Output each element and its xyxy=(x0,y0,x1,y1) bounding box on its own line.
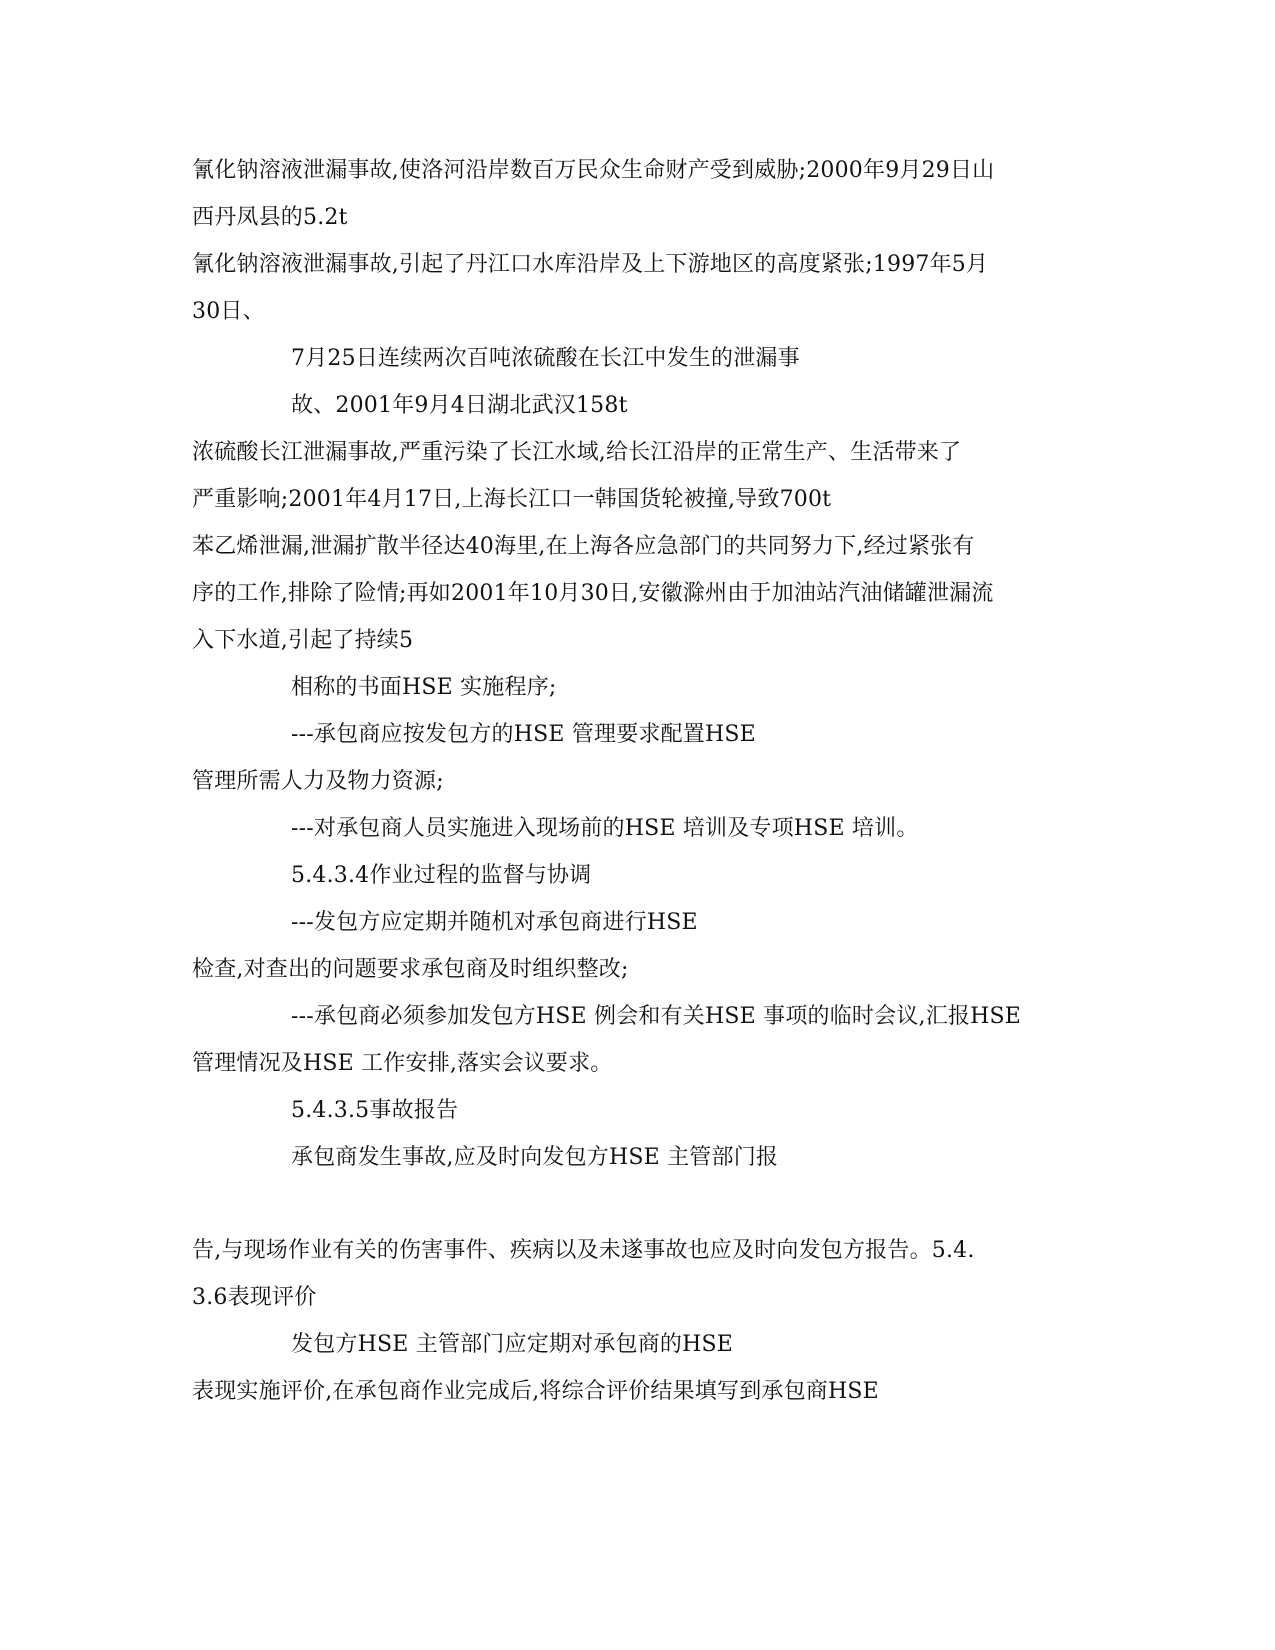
list-item-line: ---对承包商人员实施进入现场前的HSE 培训及专项HSE 培训。 xyxy=(291,816,919,841)
paragraph-line: 故、2001年9月4日湖北武汉158t xyxy=(291,393,628,418)
paragraph-line: 检查,对查出的问题要求承包商及时组织整改; xyxy=(192,957,629,982)
paragraph-line: 浓硫酸长江泄漏事故,严重污染了长江水域,给长江沿岸的正常生产、生活带来了 xyxy=(192,440,962,465)
paragraph-line: 严重影响;2001年4月17日,上海长江口一韩国货轮被撞,导致700t xyxy=(192,487,832,512)
paragraph-line: 告,与现场作业有关的伤害事件、疾病以及未遂事故也应及时向发包方报告。5.4. xyxy=(192,1238,975,1263)
section-heading: 5.4.3.4作业过程的监督与协调 xyxy=(291,863,592,888)
section-heading: 5.4.3.5事故报告 xyxy=(291,1098,459,1123)
paragraph-line: 入下水道,引起了持续5 xyxy=(192,628,414,653)
paragraph-line: 序的工作,排除了险情;再如2001年10月30日,安徽滁州由于加油站汽油储罐泄漏流 xyxy=(192,581,994,606)
paragraph-line: 7月25日连续两次百吨浓硫酸在长江中发生的泄漏事 xyxy=(291,346,800,371)
paragraph-line: 管理情况及HSE 工作安排,落实会议要求。 xyxy=(192,1051,613,1076)
paragraph-line: 30日、 xyxy=(192,299,265,324)
list-item-line: ---发包方应定期并随机对承包商进行HSE xyxy=(291,910,698,935)
paragraph-line: 表现实施评价,在承包商作业完成后,将综合评价结果填写到承包商HSE xyxy=(192,1379,879,1404)
paragraph-line: 管理所需人力及物力资源; xyxy=(192,769,444,794)
paragraph-line: 相称的书面HSE 实施程序; xyxy=(291,675,557,700)
paragraph-line: 氰化钠溶液泄漏事故,使洛河沿岸数百万民众生命财产受到威胁;2000年9月29日山 xyxy=(192,158,995,183)
list-item-line: ---承包商必须参加发包方HSE 例会和有关HSE 事项的临时会议,汇报HSE xyxy=(291,1004,1022,1029)
section-heading: 3.6表现评价 xyxy=(192,1285,317,1310)
paragraph-line: 承包商发生事故,应及时向发包方HSE 主管部门报 xyxy=(291,1145,779,1170)
paragraph-line: 苯乙烯泄漏,泄漏扩散半径达40海里,在上海各应急部门的共同努力下,经过紧张有 xyxy=(192,534,975,559)
paragraph-line: 氰化钠溶液泄漏事故,引起了丹江口水库沿岸及上下游地区的高度紧张;1997年5月 xyxy=(192,252,989,277)
paragraph-line: 西丹凤县的5.2t xyxy=(192,205,348,230)
paragraph-line: 发包方HSE 主管部门应定期对承包商的HSE xyxy=(291,1332,734,1357)
list-item-line: ---承包商应按发包方的HSE 管理要求配置HSE xyxy=(291,722,756,747)
